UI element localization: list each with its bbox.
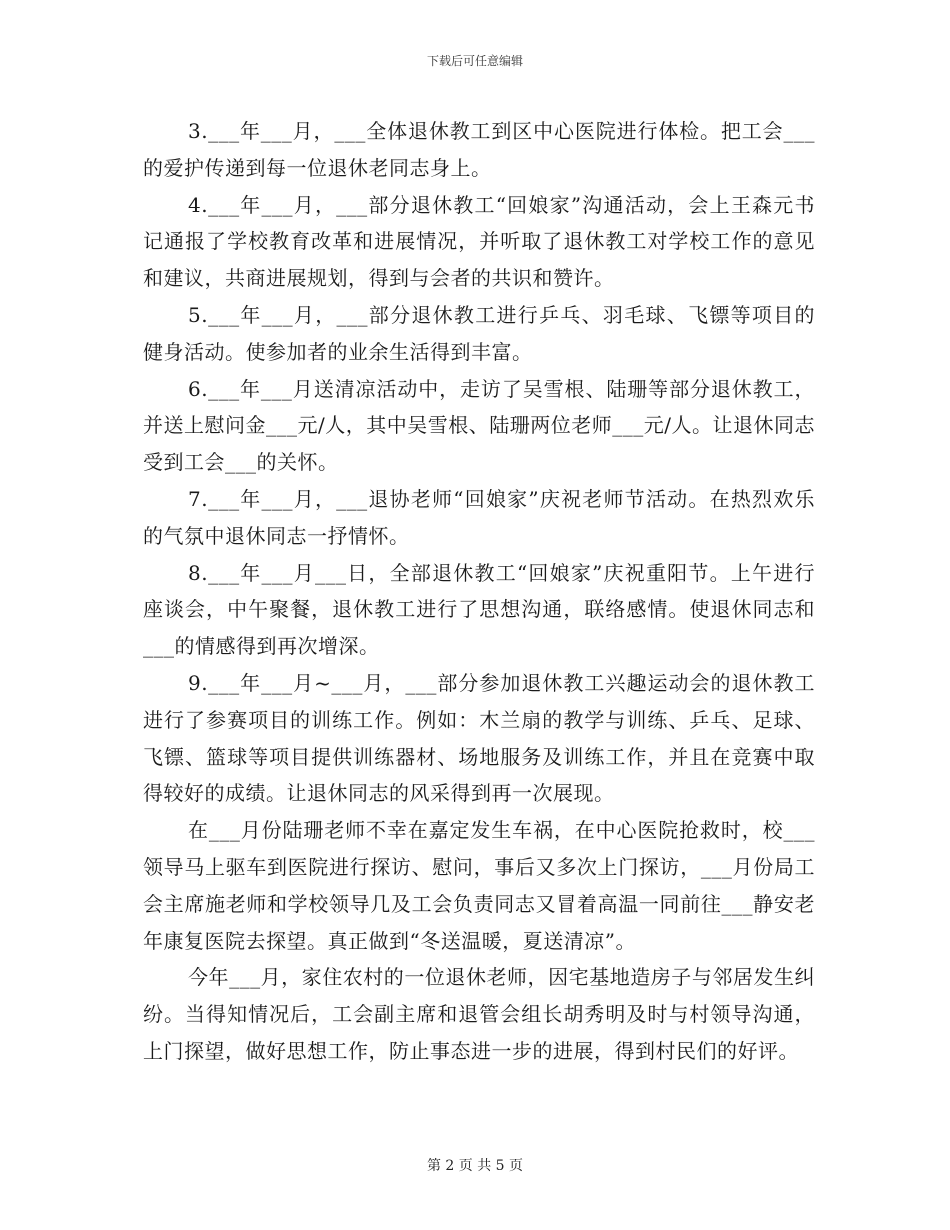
paragraph-item-7: 7.___年___月，___退协老师“回娘家”庆祝老师节活动。在热烈欢乐的气氛中退休同志一抒情怀。: [143, 486, 815, 548]
paragraph-land-dispute: 今年___月，家住农村的一位退休老师，因宅基地造房子与邻居发生纠纷。当得知情况后，工会副主席和退管会组长胡秀明及时与村领导沟通，上门探望，做好思想工作，防止事态进一步的进展，得到村民们的好评。: [143, 965, 815, 1063]
paragraph-item-3: 3.___年___月，___全体退休教工到区中心医院进行体检。把工会___的爱护传递到每一位退休老同志身上。: [143, 119, 815, 180]
paragraph-item-5: 5.___年___月，___部分退休教工进行乒乓、羽毛球、飞镖等项目的健身活动。使参加者的业余生活得到丰富。: [143, 302, 815, 364]
paragraph-car-accident: 在___月份陆珊老师不幸在嘉定发生车祸，在中心医院抢救时，校___领导马上驱车到医院进行探访、慰问，事后又多次上门探访，___月份局工会主席施老师和学校领导几及工会负责同志又冒着高温一同前往___静安老年康复医院去探望。真正做到“冬送温暖，夏送清凉”。: [143, 818, 815, 953]
paragraph-item-9: 9.___年___月~___月，___部分参加退休教工兴趣运动会的退休教工进行了参赛项目的训练工作。例如：木兰扇的教学与训练、乒乓、足球、飞镖、篮球等项目提供训练器材、场地服务及训练工作，并且在竞赛中取得较好的成绩。让退休同志的风采得到再一次展现。: [143, 670, 815, 806]
paragraph-item-6: 6.___年___月送清凉活动中，走访了吴雪根、陆珊等部分退休教工，并送上慰问金___元/人，其中吴雪根、陆珊两位老师___元/人。让退休同志受到工会___的关怀。: [143, 376, 815, 475]
paragraph-item-4: 4.___年___月，___部分退休教工“回娘家”沟通活动，会上王森元书记通报了学校教育改革和进展情况，并听取了退休教工对学校工作的意见和建议，共商进展规划，得到与会者的共识和赞许。: [143, 192, 815, 291]
page-number-footer: 第 2 页 共 5 页: [426, 1158, 524, 1174]
paragraph-item-8: 8.___年___月___日，全部退休教工“回娘家”庆祝重阳节。上午进行座谈会，中午聚餐，退休教工进行了思想沟通，联络感情。使退休同志和___的情感得到再次增深。: [143, 560, 815, 659]
document-body: [143, 113, 815, 1070]
page-header: 下载后可任意编辑: [426, 54, 523, 68]
